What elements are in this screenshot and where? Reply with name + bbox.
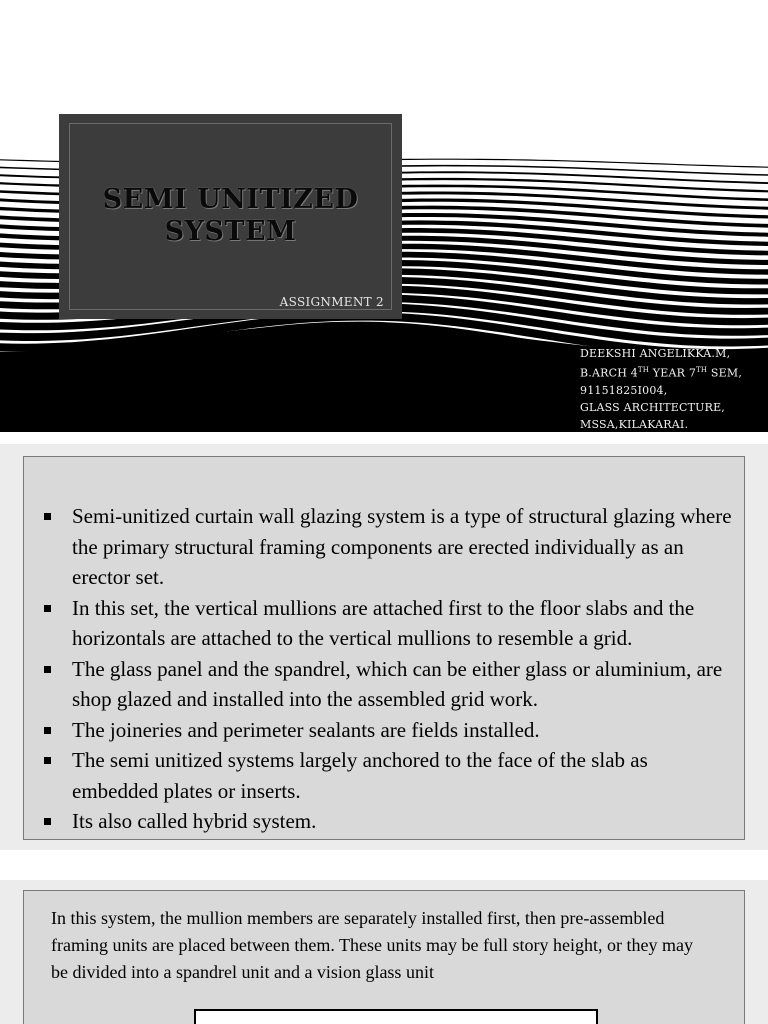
square-bullet-icon bbox=[44, 757, 51, 764]
bullet-list bbox=[44, 501, 736, 837]
square-bullet-icon bbox=[44, 605, 51, 612]
course-part-2: YEAR 7 bbox=[649, 366, 697, 380]
bullet-text: In this set, the vertical mullions are attached first to the floor slabs and the horizontals are attached to the vertical mullions to resemble a grid. bbox=[72, 595, 695, 650]
slide-subtitle: ASSIGNMENT 2 bbox=[279, 295, 384, 309]
author-info bbox=[580, 345, 742, 432]
bullet-item bbox=[44, 715, 736, 746]
square-bullet-icon bbox=[44, 666, 51, 673]
author-reg-number: 91151825I004, bbox=[580, 383, 668, 397]
course-sup-2: TH bbox=[696, 366, 708, 374]
title-slide bbox=[0, 0, 768, 432]
bullet-text: Semi-unitized curtain wall glazing system is a type of structural glazing where the primary structural framing components are erected individually as an erector set. bbox=[72, 504, 732, 589]
square-bullet-icon bbox=[44, 513, 51, 520]
title-line-2: SYSTEM bbox=[164, 216, 297, 247]
bullet-item bbox=[44, 745, 736, 806]
bullet-item bbox=[44, 806, 736, 837]
bullets-panel bbox=[23, 456, 745, 840]
author-subject: GLASS ARCHITECTURE, bbox=[580, 400, 725, 414]
course-part-1: B.ARCH 4 bbox=[580, 366, 638, 380]
paragraph-slide bbox=[0, 880, 768, 1024]
bullet-text: Its also called hybrid system. bbox=[72, 809, 317, 833]
author-name: DEEKSHI ANGELIKKA.M, bbox=[580, 347, 731, 360]
author-college: MSSA,KILAKARAI. bbox=[580, 417, 689, 431]
slide-title bbox=[59, 184, 402, 248]
paragraph-panel bbox=[23, 890, 745, 1024]
bullet-item bbox=[44, 654, 736, 715]
bullets-slide bbox=[0, 444, 768, 850]
course-part-3: SEM, bbox=[707, 366, 743, 380]
course-sup-1: TH bbox=[637, 366, 650, 374]
title-line-1: SEMI UNITIZED bbox=[102, 184, 359, 215]
bullet-item bbox=[44, 593, 736, 654]
bullet-text: The semi unitized systems largely anchored to the face of the slab as embedded plates or inserts. bbox=[72, 748, 648, 803]
bullet-text: The joineries and perimeter sealants are fields installed. bbox=[72, 717, 540, 742]
title-box bbox=[59, 114, 402, 319]
square-bullet-icon bbox=[44, 818, 51, 825]
figure-frame bbox=[194, 1009, 598, 1024]
author-course bbox=[580, 362, 742, 382]
paragraph-text: In this system, the mullion members are separately installed first, then pre-assembled framing units are placed between them. These units may be full story height, or they may be divided into a spandrel unit and a vision glass unit bbox=[51, 908, 693, 982]
bullet-item bbox=[44, 501, 736, 593]
bullet-text: The glass panel and the spandrel, which can be either glass or aluminium, are shop glazed and installed into the assembled grid work. bbox=[72, 656, 723, 711]
square-bullet-icon bbox=[44, 727, 51, 734]
